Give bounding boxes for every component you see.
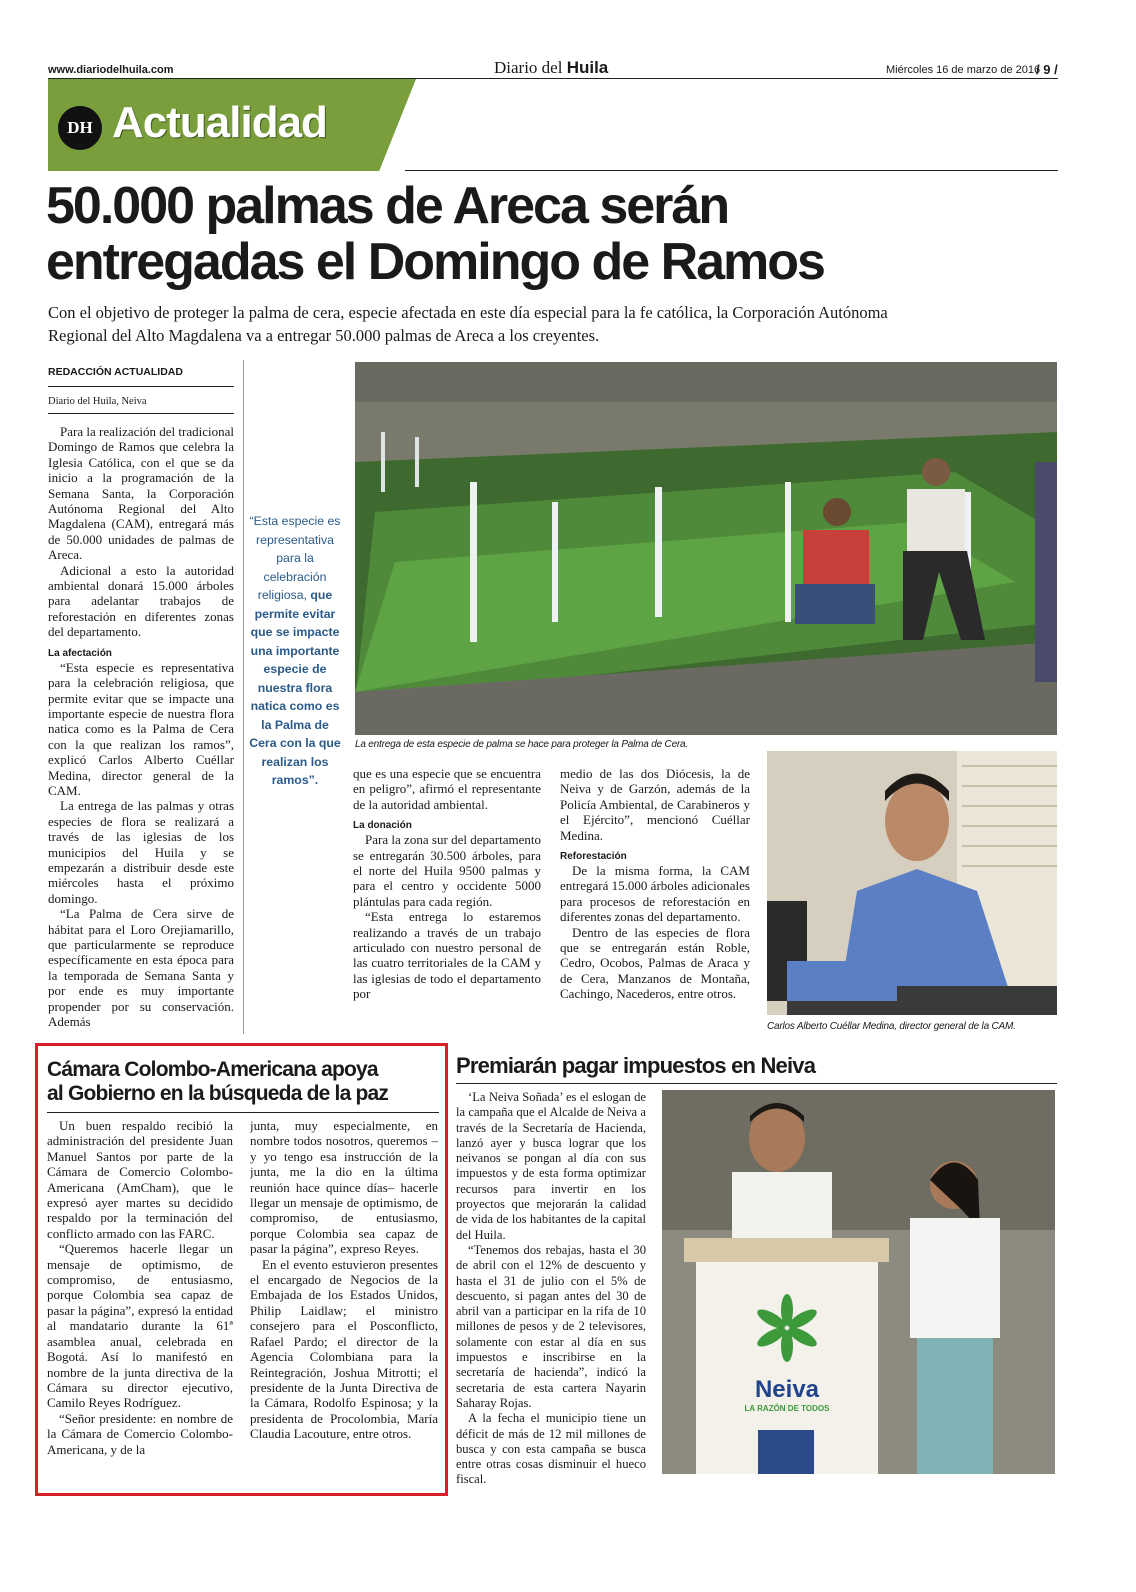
section-title: Actualidad	[112, 98, 327, 147]
director-photo-image	[767, 751, 1057, 1015]
paragraph: “Señor presidente: en nombre de la Cámara de Comercio Colombo-Americana, y de la	[47, 1410, 233, 1457]
header-rule	[48, 78, 1058, 79]
paragraph: ‘La Neiva Soñada’ es el eslogan de la campaña que el Alcalde de Neiva a través de la Secretaría de Hacienda, lanzó ayer y busca lograr que los neivanos se pongan al día con sus impuestos y de esta forma optimizar recursos para invertir en los proyectos que mejorarán la calidad de vida de los habitantes de la capital del Huila.	[456, 1090, 646, 1242]
main-headline	[46, 178, 824, 290]
campaign-photo	[662, 1090, 1055, 1474]
column-rule	[243, 360, 244, 1034]
pull-quote	[246, 512, 344, 790]
paragraph: Adicional a esto la autoridad ambiental donará 15.000 árboles para adelantar trabajos de reforestación en diferentes zonas del departamento.	[48, 562, 234, 640]
site-url[interactable]: www.diariodelhuila.com	[48, 64, 174, 76]
director-photo-caption: Carlos Alberto Cuéllar Medina, director general de la CAM.	[767, 1021, 1016, 1032]
paragraph: “Esta entrega lo estaremos realizando a través de un trabajo articulado con nuestro personal de las cuatro territoriales de la CAM y las iglesias de todo el departamento por	[353, 909, 541, 1002]
subheading-reforestacion: Reforestación	[560, 851, 627, 863]
masthead	[494, 58, 608, 78]
subheading-donacion: La donación	[353, 820, 412, 832]
dateline: Diario del Huila, Neiva	[48, 396, 147, 407]
paragraph: Para la zona sur del departamento se entregarán 30.500 árboles, para el norte del Huila 9500 palmas y para el centro y occidente 5000 plántulas para cada región.	[353, 832, 541, 909]
subheading-afectacion: La afectación	[48, 647, 112, 659]
podium-logo: Neiva	[754, 1376, 820, 1403]
paragraph: La entrega de las palmas y otras especies de flora se realizará a través de las iglesias de los municipios del Huila y se empezarán a distribuir desde este miércoles hasta el próximo domingo.	[48, 798, 234, 906]
masthead-prefix: Diario del	[494, 58, 567, 77]
main-col-4	[560, 766, 750, 1036]
issue-date: Miércoles 16 de marzo de 2016	[886, 64, 1041, 76]
section-rule	[405, 170, 1058, 171]
dateline-rule	[48, 413, 234, 414]
paragraph: junta, muy especialmente, en nombre todos nosotros, queremos –y yo tengo esa instrucción de la junta, me la dio en la última reunión hace quince días– hacerle llegar un mensaje de optimismo, de compromiso, de entusiasmo, porque Colombia sea capaz de pasar la página”, expreso Reyes.	[250, 1118, 438, 1257]
paragraph: que es una especie que se encuentra en peligro”, afirmó el representante de la autoridad ambiental.	[353, 766, 541, 812]
paragraph: En el evento estuvieron presentes el encargado de Negocios de la Embajada de los Estados Unidos, Philip Laidlaw; el ministro consejero para el Posconflicto, Rafael Pardo; el director de la Agencia Colombiana para la Reintegración, Joshua Mitrotti; el presidente de la Junta Directiva de la Cámara, Rodolfo Espinosa; y la presidenta de Procolombia, María Claudia Lacouture, entre otros.	[250, 1256, 438, 1442]
article3-rule	[456, 1083, 1057, 1084]
headline-line-1: 50.000 palmas de Areca serán	[46, 177, 729, 235]
byline: REDACCIÓN ACTUALIDAD	[48, 366, 183, 378]
paragraph: “Tenemos dos rebajas, hasta el 30 de abril con el 12% de descuento y hasta el 31 de julio con el 5% de descuento, si pagan antes del 30 de abril van a participar en la rifa de 10 millones de pesos y de 2 televisores, solamente con estar al día en sus impuestos e inscribirse en la secretaría de hacienda”, indicó la secretaria de esta cartera Nayarin Saharay Rojas.	[456, 1242, 646, 1410]
pull-quote-bold: que permite evitar que se impacte una importante especie de nuestra flora natica como es la Palma de Cera con la que realizan los ramos”.	[249, 588, 341, 787]
headline-line-2: entregadas el Domingo de Ramos	[46, 233, 824, 291]
paragraph: Un buen respaldo recibió la administración del presidente Juan Manuel Santos por parte de la Cámara de Comercio Colombo-Americana (AmCham), que le expresó ayer martes su decidido respaldo por la terminación del conflicto armado con las FARC.	[47, 1118, 233, 1241]
article2-headline	[47, 1058, 442, 1106]
article2-col-2	[250, 1118, 438, 1490]
page-number: / 9 /	[1036, 62, 1058, 77]
article3-text	[456, 1090, 646, 1490]
article2-headline-line-1: Cámara Colombo-Americana apoya	[47, 1058, 378, 1081]
podium-slogan: LA RAZÓN DE TODOS	[744, 1404, 830, 1413]
paragraph: “Esta especie es representativa para la celebración religiosa, que permite evitar que se impacte una importante especie de nuestra flora natica como es la Palma de Cera con la que realizan los ramos”, explicó Carlos Alberto Cuéllar Medina, director general de la CAM.	[48, 659, 234, 798]
main-lead: Con el objetivo de proteger la palma de cera, especie afectada en este día especial para la fe católica, la Corporación Autónoma Regional del Alto Magdalena va a entregar 50.000 palmas de Areca a los creyentes.	[48, 303, 888, 345]
paragraph: medio de las dos Diócesis, la de Neiva y de Garzón, además de la Policía Ambiental, de Carabineros y el Ejército”, mencionó Cuéllar Medina.	[560, 766, 750, 843]
dh-logo-icon: DH	[58, 106, 102, 150]
director-photo	[767, 751, 1057, 1015]
main-col-3	[353, 766, 541, 1036]
main-col-1	[48, 424, 234, 1034]
nursery-photo-caption: La entrega de esta especie de palma se hace para proteger la Palma de Cera.	[355, 739, 688, 750]
nursery-photo	[355, 362, 1057, 735]
paragraph: A la fecha el municipio tiene un déficit de más de 12 mil millones de busca y con esta campaña se busca entre otras cosas disminuir el hueco fiscal.	[456, 1411, 646, 1487]
masthead-bold: Huila	[566, 58, 609, 77]
paragraph: “La Palma de Cera sirve de hábitat para el Loro Orejiamarillo, que particularmente se reproduce específicamente en esta época para la temporada de Semana Santa y por ende es muy importante propender por su conservación. Además	[48, 906, 234, 1030]
campaign-photo-image	[662, 1090, 1055, 1474]
paragraph: Para la realización del tradicional Domingo de Ramos que celebra la Iglesia Católica, con el que se da inicio a la programación de la Semana Santa, la Corporación Autónoma Regional del Alto Magdalena (CAM), entregará más de 50.000 unidades de palmas de Areca.	[48, 424, 234, 563]
article2-col-1	[47, 1118, 233, 1490]
article3-headline: Premiarán pagar impuestos en Neiva	[456, 1053, 816, 1078]
article2-headline-line-2: al Gobierno en la búsqueda de la paz	[47, 1082, 389, 1105]
byline-rule	[48, 386, 234, 387]
paragraph: “Queremos hacerle llegar un mensaje de optimismo, de compromiso, de entusiasmo, porque Colombia sea capaz de pasar la página”, expresó la entidad al mandatario durante la 61ª asamblea anual, celebrada en Bogotá. Así lo manifestó en nombre de la junta directiva de la Cámara su director ejecutivo, Camilo Reyes Rodríguez.	[47, 1241, 233, 1411]
pull-quote-light: “Esta especie es representativa para la celebración religiosa,	[249, 514, 341, 602]
paragraph: Dentro de las especies de flora que se entregarán están Roble, Cedro, Ocobos, Palmas de Araca y de Cera, Manzanos de Montaña, Cachingo, Nacederos, entre otros.	[560, 924, 750, 1002]
paragraph: De la misma forma, la CAM entregará 15.000 árboles adicionales para procesos de reforestación en diferentes zonas del departamento.	[560, 863, 750, 925]
article2-rule	[47, 1112, 439, 1113]
nursery-photo-image	[355, 362, 1057, 735]
